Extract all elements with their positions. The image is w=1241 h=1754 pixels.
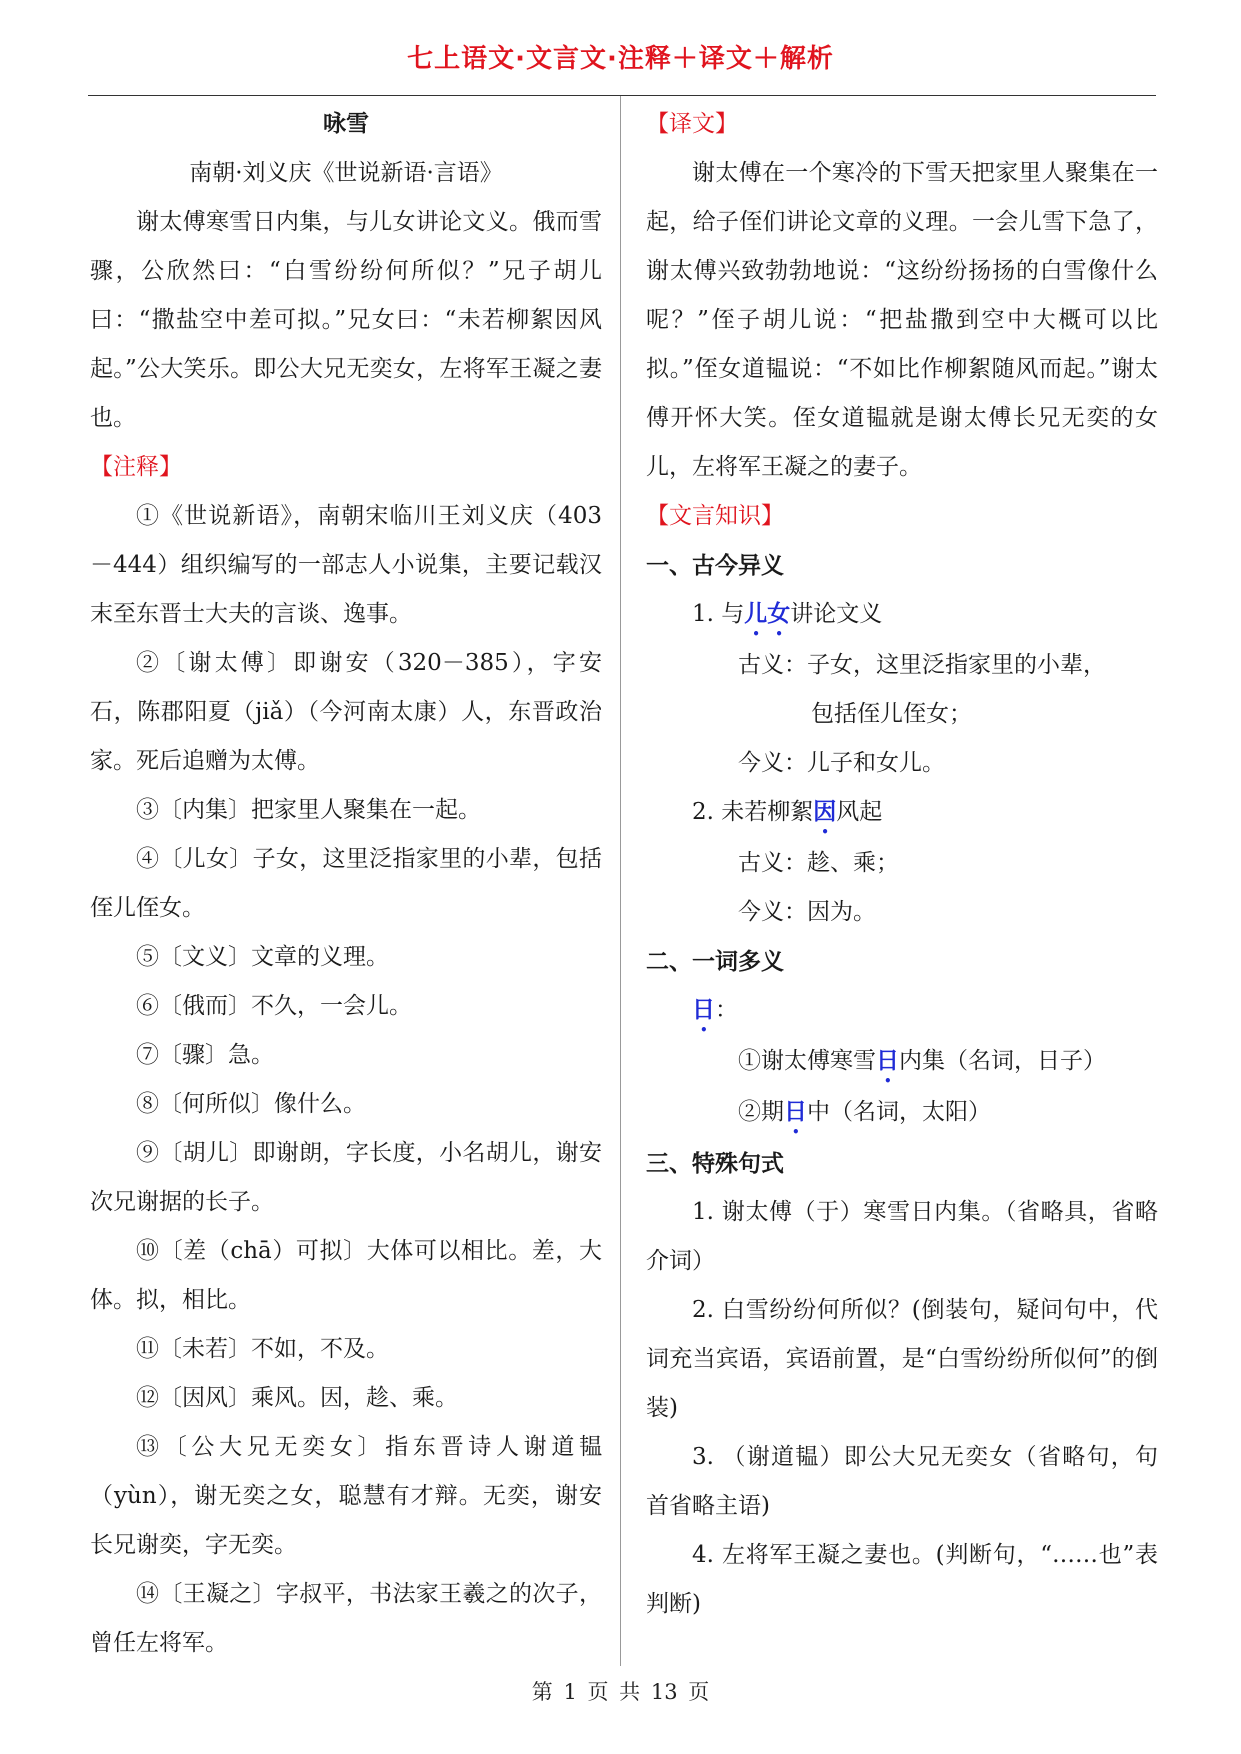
note-item: ⑨〔胡儿〕即谢朗，字长度，小名胡儿，谢安次兄谢据的长子。: [90, 1140, 602, 1215]
item-text: 讲论文义: [790, 601, 883, 627]
section-heading-special-sentences: 三、特殊句式: [646, 1150, 784, 1177]
keyword-highlight: 日: [784, 1099, 807, 1125]
page-number: 第 1 页 共 13 页: [531, 1680, 710, 1704]
note-item: ⑭〔王凝之〕字叔平，书法家王羲之的次子，曾任左将军。: [90, 1581, 602, 1656]
archaic-meaning: 古义：趁、乘；: [738, 850, 899, 876]
archaic-meaning: 古义：子女，这里泛指家里的小辈，: [738, 652, 1106, 678]
sentence-item: 3. （谢道韫）即公大兄无奕女（省略句，句首省略主语): [646, 1444, 1158, 1519]
notes-heading: 【注释】: [90, 454, 182, 480]
polysemy-word: [646, 986, 1158, 1037]
keyword-highlight: 日: [876, 1048, 899, 1074]
keyword-highlight: 日: [692, 997, 715, 1023]
item-text: ①谢太傅寒雪: [738, 1048, 876, 1074]
right-column: [646, 100, 1158, 1629]
note-item: ⑦〔骤〕急。: [136, 1042, 274, 1068]
note-item: ⑥〔俄而〕不久，一会儿。: [136, 993, 412, 1019]
note-item: ③〔内集〕把家里人聚集在一起。: [136, 797, 481, 823]
sentence-item: 2. 白雪纷纷何所似？(倒装句，疑问句中，代词充当宾语，宾语前置，是“白雪纷纷所似何”的倒装): [646, 1297, 1158, 1421]
keyword-highlight: 儿女: [744, 601, 791, 627]
note-item: ⑬〔公大兄无奕女〕指东晋诗人谢道韫（yùn），谢无奕之女，聪慧有才辩。无奕，谢安长兄谢奕，字无奕。: [90, 1434, 602, 1558]
column-divider: [620, 96, 621, 1666]
translation-text: 谢太傅在一个寒冷的下雪天把家里人聚集在一起，给子侄们讲论文章的义理。一会儿雪下急了，谢太傅兴致勃勃地说：“这纷纷扬扬的白雪像什么呢？”侄子胡儿说：“把盐撒到空中大概可以比拟。”侄女道韫说：“不如比作柳絮随风而起。”谢太傅开怀大笑。侄女道韫就是谢太傅长兄无奕的女儿，左将军王凝之的妻子。: [646, 160, 1158, 480]
translation-heading: 【译文】: [646, 111, 738, 137]
header-divider: [88, 95, 1156, 96]
item-text: 2. 未若柳絮: [692, 799, 814, 825]
note-item: ⑤〔文义〕文章的义理。: [136, 944, 389, 970]
page-header: 七上语文·文言文·注释＋译文＋解析: [407, 44, 834, 74]
archaic-item-1: [646, 590, 1158, 641]
section-heading-archaic-meaning: 一、古今异义: [646, 552, 784, 579]
item-text: ：: [715, 997, 738, 1023]
polysemy-example-1: [646, 1037, 1158, 1088]
note-item: ⑧〔何所似〕像什么。: [136, 1091, 366, 1117]
keyword-highlight: 因: [813, 799, 837, 825]
item-text: 内集（名词，日子）: [899, 1048, 1106, 1074]
note-item: ①《世说新语》，南朝宋临川王刘义庆（403－444）组织编写的一部志人小说集，主要记载汉末至东晋士大夫的言谈、逸事。: [90, 503, 602, 627]
note-item: ⑪〔未若〕不如，不及。: [136, 1336, 389, 1362]
note-item: ④〔儿女〕子女，这里泛指家里的小辈，包括侄儿侄女。: [90, 846, 602, 921]
item-text: 风起: [836, 799, 883, 825]
original-text: 谢太傅寒雪日内集，与儿女讲论文义。俄而雪骤，公欣然曰：“白雪纷纷何所似？”兄子胡儿曰：“撒盐空中差可拟。”兄女曰：“未若柳絮因风起。”公大笑乐。即公大兄无奕女，左将军王凝之妻也。: [90, 209, 602, 431]
modern-meaning: 今义：因为。: [738, 899, 876, 925]
archaic-meaning-cont: 包括侄儿侄女；: [811, 701, 972, 727]
note-item: ⑩〔差（chā）可拟〕大体可以相比。差，大体。拟，相比。: [90, 1238, 602, 1313]
knowledge-heading: 【文言知识】: [646, 503, 784, 529]
modern-meaning: 今义：儿子和女儿。: [738, 750, 945, 776]
archaic-item-2: [646, 788, 1158, 839]
note-item: ②〔谢太傅〕即谢安（320－385），字安石，陈郡阳夏（jiǎ）（今河南太康）人，东晋政治家。死后追赠为太傅。: [90, 650, 602, 774]
item-text: 1. 与: [692, 601, 745, 627]
sentence-item: 1. 谢太傅（于）寒雪日内集。（省略具，省略介词）: [646, 1199, 1158, 1274]
note-item: ⑫〔因风〕乘风。因，趁、乘。: [136, 1385, 458, 1411]
poem-title: 咏雪: [323, 111, 369, 137]
polysemy-example-2: [646, 1088, 1158, 1139]
left-column: [90, 100, 602, 1668]
item-text: ②期: [738, 1099, 784, 1125]
sentence-item: 4. 左将军王凝之妻也。(判断句，“……也”表判断): [646, 1542, 1158, 1617]
poem-source: 南朝·刘义庆《世说新语·言语》: [189, 160, 503, 186]
item-text: 中（名词，太阳）: [807, 1099, 991, 1125]
section-heading-polysemy: 二、一词多义: [646, 948, 784, 975]
